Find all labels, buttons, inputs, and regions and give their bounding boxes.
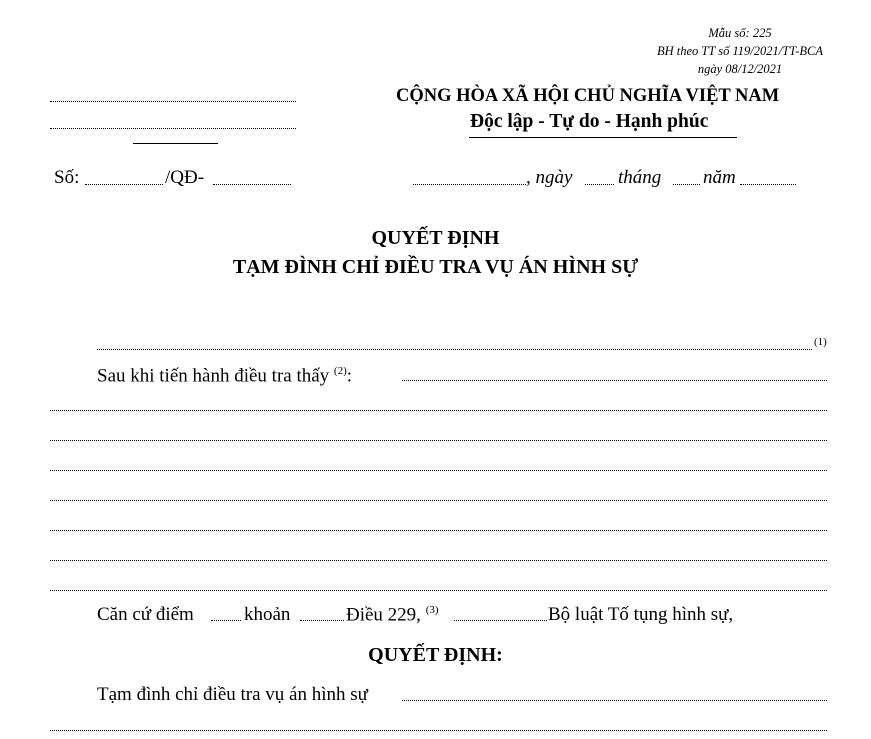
article-text: Điều 229, [346, 604, 421, 626]
clause-field[interactable] [300, 620, 344, 621]
year-label: năm [703, 167, 736, 188]
doc-number-row [54, 167, 79, 189]
investigation-line-2[interactable] [50, 440, 827, 441]
legal-basis-prefix: Căn cứ điểm [97, 604, 194, 625]
agency-divider [133, 143, 218, 144]
investigation-line-1[interactable] [50, 410, 827, 411]
decision-text: Tạm đình chỉ điều tra vụ án hình sự [97, 684, 368, 705]
clause-label: khoản [244, 604, 291, 625]
investigation-label: Sau khi tiến hành điều tra thấy [97, 365, 330, 387]
note-3: (3) [425, 604, 439, 616]
investigation-field[interactable] [402, 380, 827, 381]
article-label [346, 604, 439, 626]
investigation-line-7[interactable] [50, 590, 827, 591]
note-1: (1) [814, 336, 827, 348]
year-field[interactable] [740, 184, 796, 185]
investigation-colon: : [346, 365, 353, 387]
month-field[interactable] [673, 184, 700, 185]
investigation-row [97, 365, 352, 387]
decision-line-1[interactable] [50, 730, 827, 731]
decision-heading: QUYẾT ĐỊNH: [368, 644, 503, 666]
code-label: Bộ luật Tố tụng hình sự, [548, 604, 734, 625]
note-2: (2) [333, 365, 347, 377]
authority-field[interactable] [97, 349, 812, 350]
investigation-line-5[interactable] [50, 530, 827, 531]
doc-title: QUYẾT ĐỊNH [371, 227, 500, 249]
doc-number-label: Số: [54, 167, 80, 188]
doc-code-field[interactable] [213, 184, 291, 185]
investigation-line-4[interactable] [50, 500, 827, 501]
place-field[interactable] [413, 184, 526, 185]
doc-number-field[interactable] [85, 184, 163, 185]
doc-number-suffix: /QĐ- [165, 167, 205, 188]
investigation-line-6[interactable] [50, 560, 827, 561]
agency-name-field-1[interactable] [50, 101, 296, 102]
month-label: tháng [618, 167, 662, 188]
decision-field[interactable] [402, 700, 827, 701]
investigation-line-3[interactable] [50, 470, 827, 471]
motto-underline [469, 137, 737, 138]
article-extra-field[interactable] [454, 620, 547, 621]
form-issued-by: BH theo TT số 119/2021/TT-BCA [657, 44, 823, 58]
nation-title: CỘNG HÒA XÃ HỘI CHỦ NGHĨA VIỆT NAM [396, 86, 780, 106]
form-issued-date: ngày 08/12/2021 [697, 62, 783, 76]
doc-subtitle: TẠM ĐÌNH CHỈ ĐIỀU TRA VỤ ÁN HÌNH SỰ [232, 256, 639, 278]
form-meta [600, 24, 871, 78]
day-label: , ngày [526, 167, 573, 188]
motto: Độc lập - Tự do - Hạnh phúc [470, 111, 709, 132]
day-field[interactable] [585, 184, 614, 185]
agency-name-field-2[interactable] [50, 128, 296, 129]
point-field[interactable] [211, 620, 241, 621]
form-number: Mẫu số: 225 [708, 26, 772, 40]
